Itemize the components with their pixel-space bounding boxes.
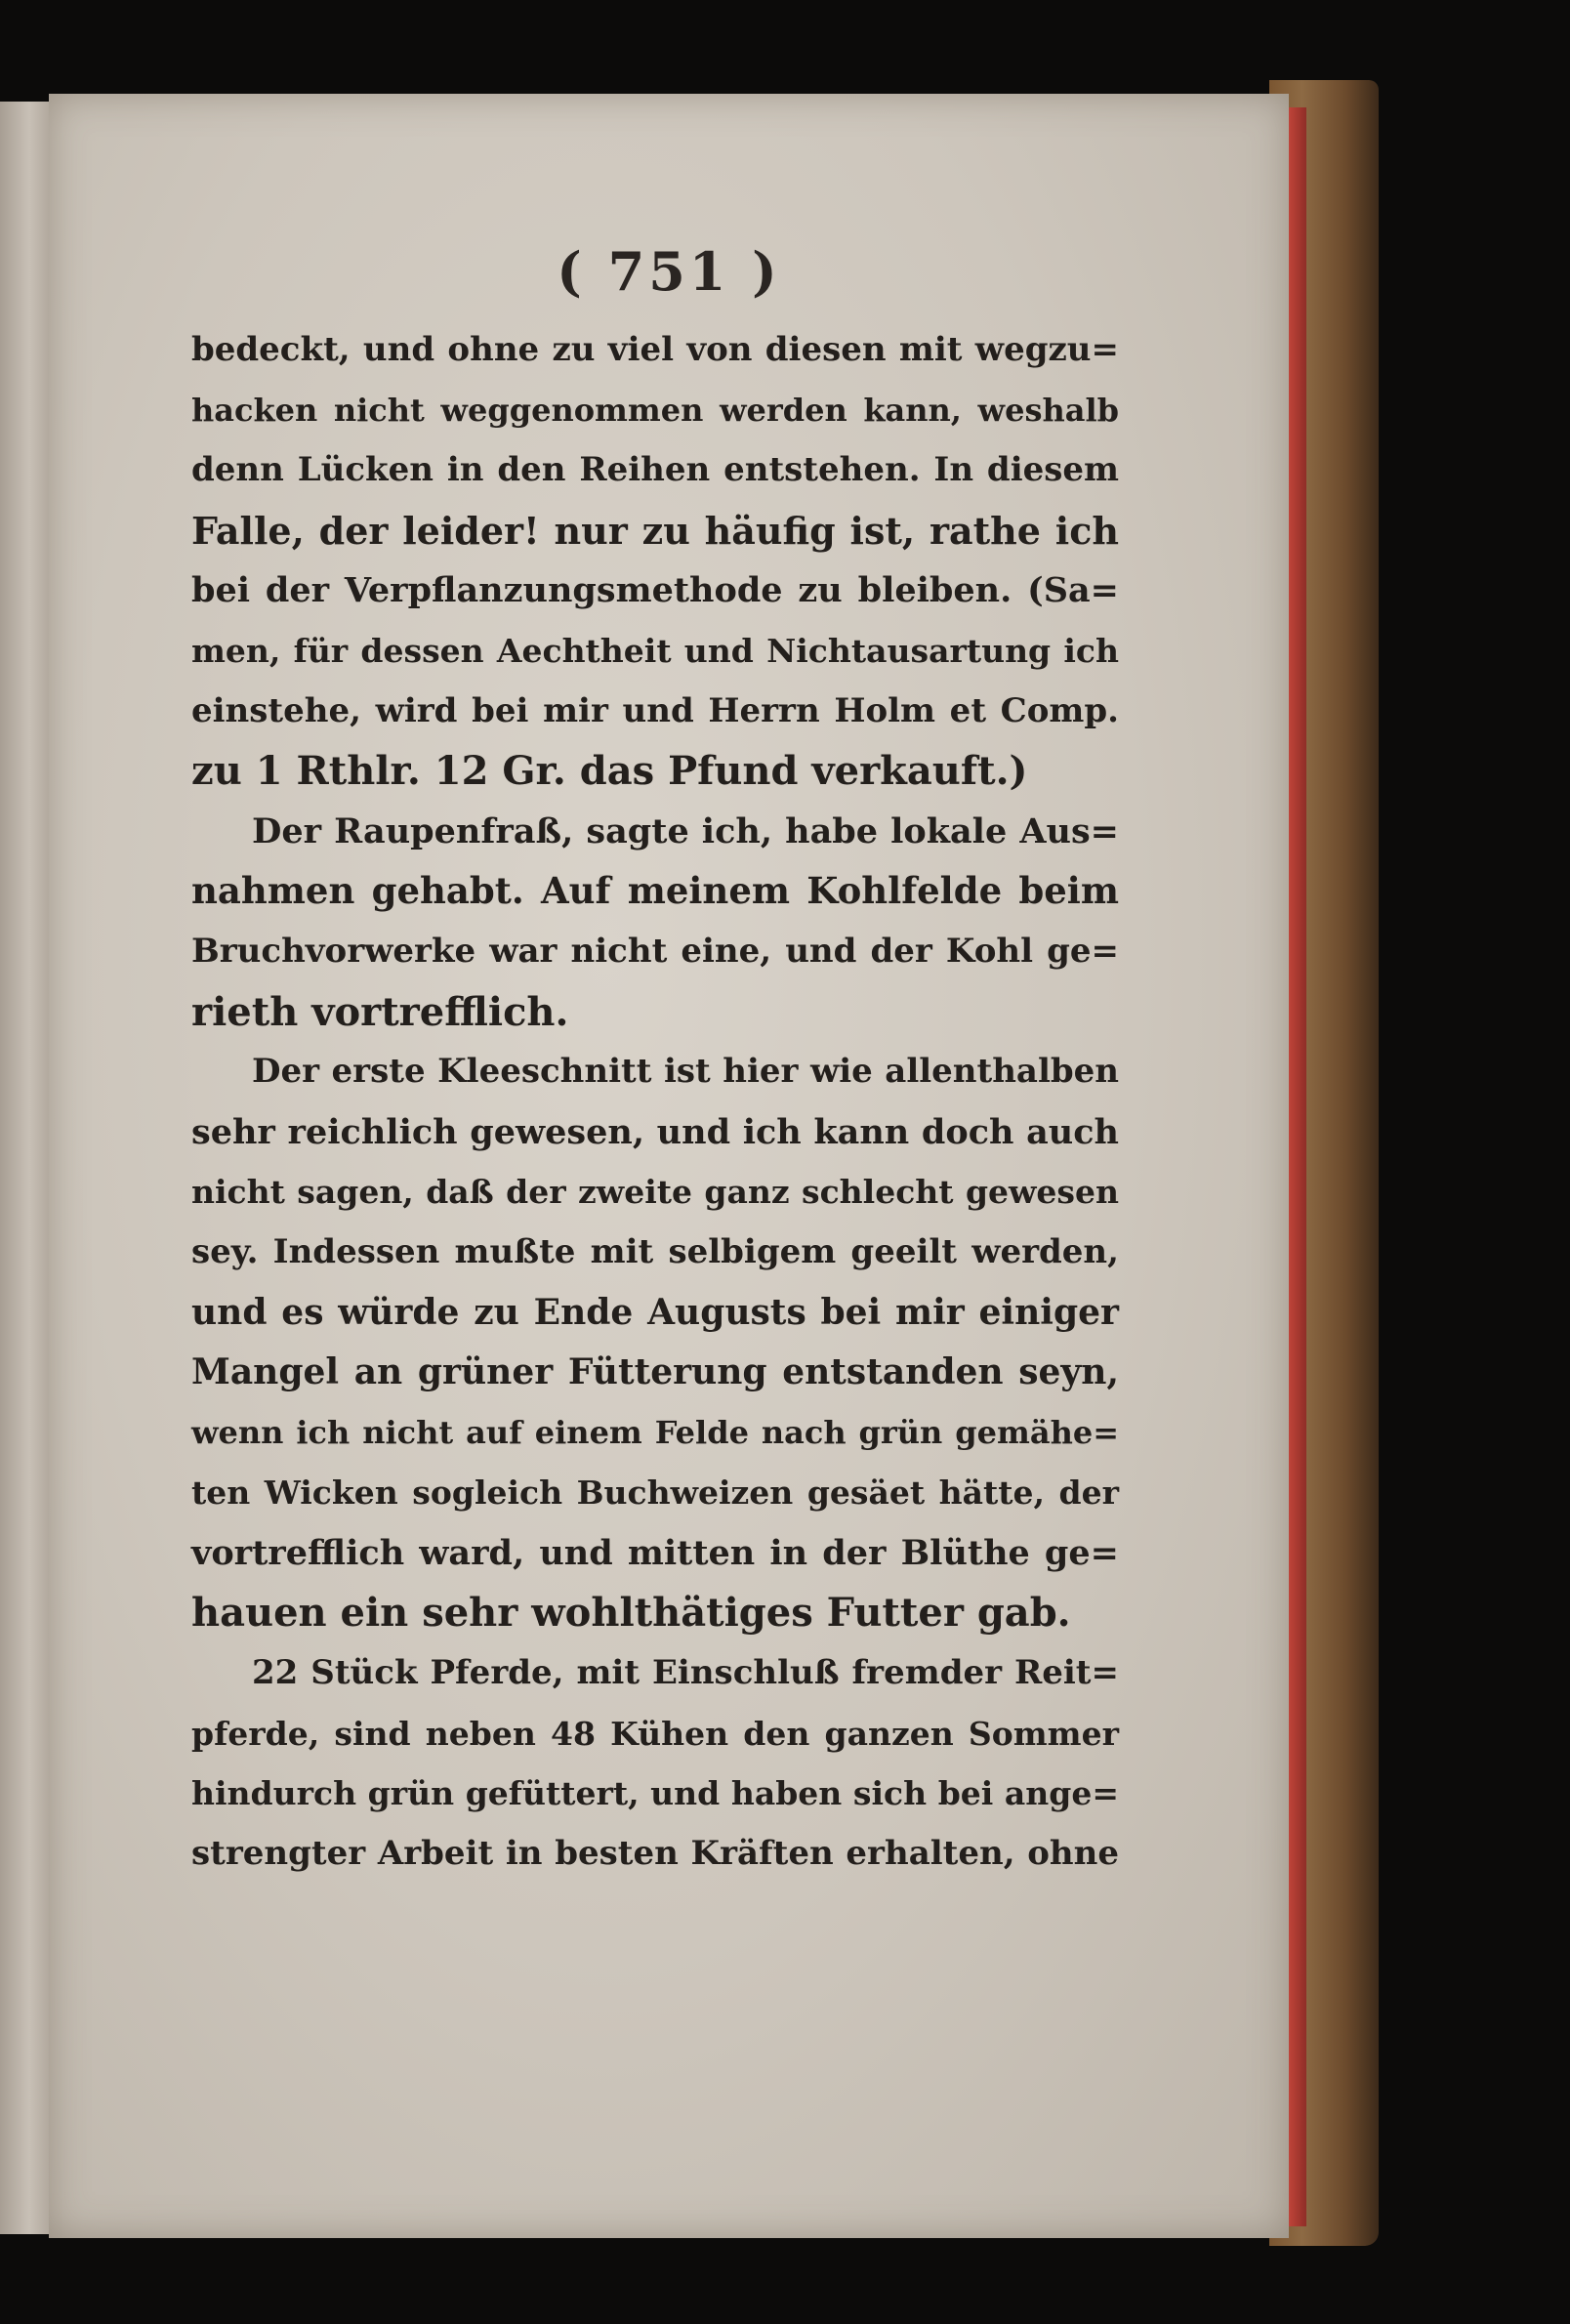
text-line: hauen ein sehr wohlthätiges Futter gab. — [191, 1590, 1071, 1637]
text-line: zu 1 Rthlr. 12 Gr. das Pfund verkauft.) — [191, 748, 1028, 795]
text-line: 22 Stück Pferde, mit Einschluß fremder Reit= — [252, 1653, 1119, 1693]
text-line: hindurch grün gefüttert, und haben sich bei ange= — [191, 1774, 1119, 1813]
text-line: Der Raupenfraß, sagte ich, habe lokale Aus= — [252, 810, 1119, 851]
text-line: strengter Arbeit in besten Kräften erhalten, ohne — [191, 1833, 1119, 1873]
text-line: nicht sagen, daß der zweite ganz schlecht gewesen — [191, 1173, 1119, 1212]
book-page — [49, 94, 1289, 2238]
text-line: hacken nicht weggenommen werden kann, weshalb — [191, 391, 1119, 429]
text-line: und es würde zu Ende Augusts bei mir einiger — [191, 1291, 1119, 1333]
text-line: sey. Indessen mußte mit selbigem geeilt werden, — [191, 1231, 1119, 1271]
text-line: ten Wicken sogleich Buchweizen gesäet hätte, der — [191, 1473, 1119, 1513]
text-line: men, für dessen Aechtheit und Nichtausartung ich — [191, 631, 1119, 670]
text-line: wenn ich nicht auf einem Felde nach grün gemähe= — [191, 1413, 1119, 1451]
text-line: sehr reichlich gewesen, und ich kann doch auch — [191, 1111, 1119, 1152]
text-line: vortrefflich ward, und mitten in der Blüthe ge= — [191, 1532, 1119, 1573]
text-line: rieth vortrefflich. — [191, 988, 569, 1035]
text-line: denn Lücken in den Reihen entstehen. In diesem — [191, 450, 1119, 490]
text-line: Mangel an grüner Fütterung entstanden seyn, — [191, 1351, 1119, 1393]
body-text — [191, 320, 1119, 1884]
text-line: bei der Verpflanzungsmethode zu bleiben. (Sa= — [191, 570, 1119, 611]
text-line: Falle, der leider! nur zu häufig ist, rathe ich — [191, 508, 1119, 553]
text-line: nahmen gehabt. Auf meinem Kohlfelde beim — [191, 869, 1119, 913]
left-facing-page-edge — [0, 102, 51, 2234]
text-line: pferde, sind neben 48 Kühen den ganzen Sommer — [191, 1714, 1119, 1753]
page-number-header: ( 751 ) — [557, 240, 781, 303]
text-line: Der erste Kleeschnitt ist hier wie allenthalben — [252, 1052, 1119, 1092]
text-line: bedeckt, und ohne zu viel von diesen mit wegzu= — [191, 330, 1119, 369]
text-line: Bruchvorwerke war nicht eine, und der Kohl ge= — [191, 931, 1119, 971]
text-line: einstehe, wird bei mir und Herrn Holm et Comp. — [191, 690, 1119, 730]
